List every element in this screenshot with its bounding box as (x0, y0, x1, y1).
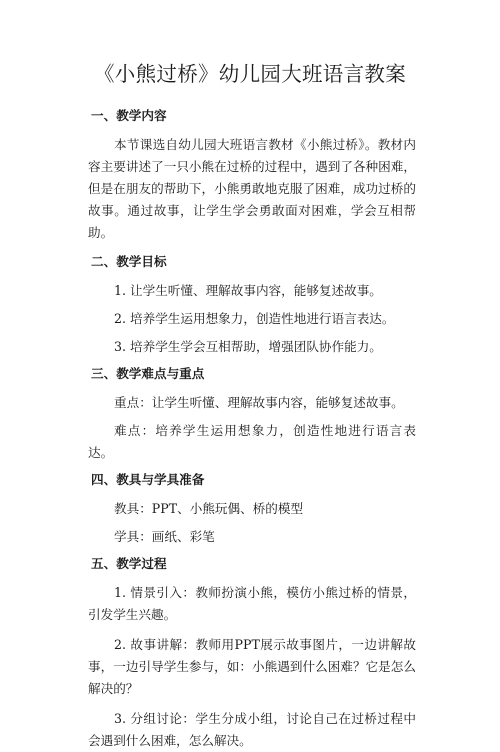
list-item: 3. 培养学生学会互相帮助，增强团队协作能力。 (114, 339, 382, 354)
section-heading: 二、教学目标 (91, 254, 167, 269)
section-materials (88, 470, 416, 548)
section-teaching-content (88, 106, 416, 244)
list-item: 难点：培养学生运用想象力，创造性地进行语言表达。 (88, 423, 416, 460)
list-item: 1. 情景引入：教师扮演小熊，模仿小熊过桥的情景，引发学生兴趣。 (88, 585, 416, 622)
section-heading: 三、教学难点与重点 (91, 366, 205, 381)
document-title: 《小熊过桥》幼儿园大班语言教案 (94, 62, 406, 86)
section-heading: 一、教学内容 (91, 108, 167, 123)
section-heading: 四、教具与学具准备 (91, 472, 205, 487)
list-item: 学具：画纸、彩笔 (114, 529, 215, 544)
section-teaching-process (88, 554, 416, 752)
list-item: 2. 培养学生运用想象力，创造性地进行语言表达。 (114, 311, 395, 326)
list-item: 3. 分组讨论：学生分成小组，讨论自己在过桥过程中会遇到什么困难，怎么解决。 (88, 711, 416, 748)
section-key-points (88, 364, 416, 464)
list-item: 2. 故事讲解：教师用PPT展示故事图片，一边讲解故事，一边引导学生参与，如：小熊遇到什么困难？它是怎么解决的？ (88, 637, 416, 696)
list-item: 1. 让学生听懂、理解故事内容，能够复述故事。 (114, 283, 382, 298)
section-heading: 五、教学过程 (91, 556, 167, 571)
list-item: 教具：PPT、小熊玩偶、桥的模型 (114, 501, 304, 516)
paragraph: 本节课选自幼儿园大班语言教材《小熊过桥》。教材内容主要讲述了一只小熊在过桥的过程中，遇到了各种困难，但是在朋友的帮助下，小熊勇敢地克服了困难，成功过桥的故事。通过故事，让学生学会勇敢面对困难，学会互相帮助。 (88, 137, 416, 240)
section-teaching-goals (88, 252, 416, 358)
list-item: 重点：让学生听懂、理解故事内容，能够复述故事。 (114, 395, 404, 410)
